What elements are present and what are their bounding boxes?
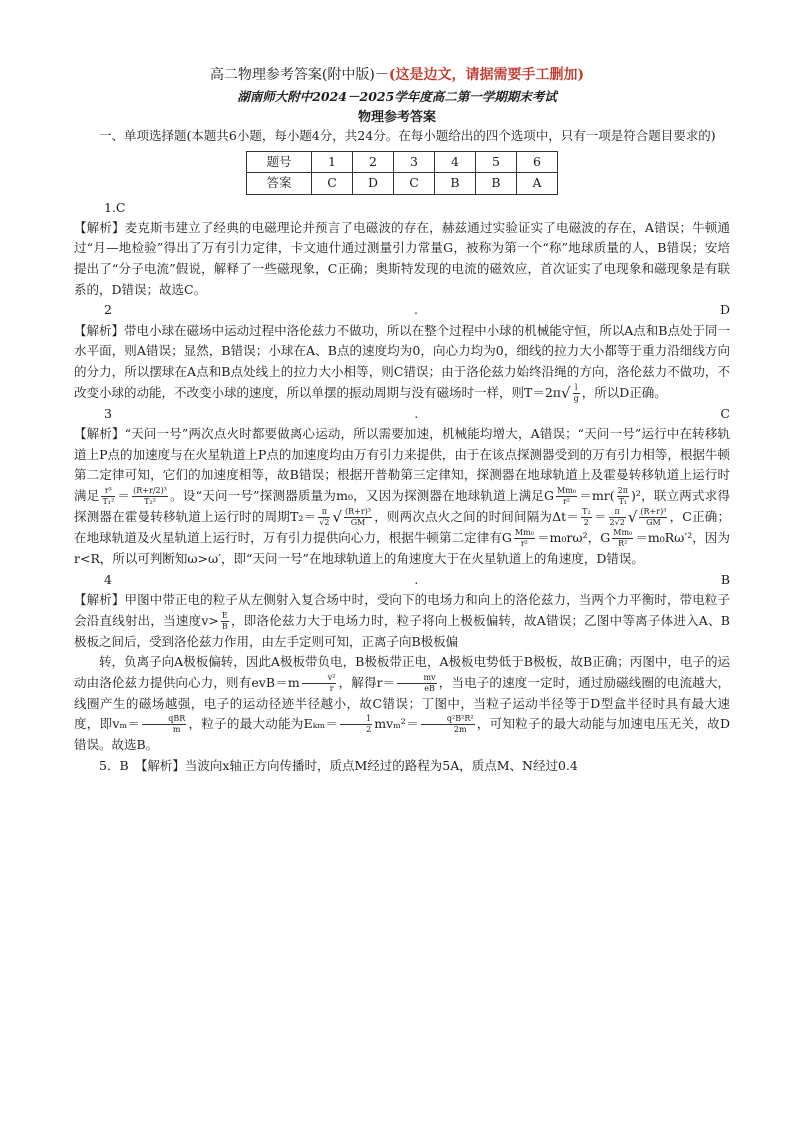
fraction [132,486,168,507]
fraction [344,507,372,528]
q2-letter: D [719,302,730,318]
fraction-denominator: R² [618,538,628,548]
q4-text: ，可知粒子的最大动能与加速电压无关，故D错误。故选B。 [74,716,730,753]
fraction-numerator: mv [397,673,436,684]
fraction-denominator: GM [646,517,661,527]
fraction-denominator: r² [562,496,571,506]
fraction-numerator: qBR [142,714,186,725]
fraction-numerator: π [318,507,330,518]
q2-analysis-text: 【解析】带电小球在磁场中运动过程中洛伦兹力不做功，所以在整个过程中小球的机械能守恒，所以A点和B点处于同一水平面，则A错误；显然，B错误；小球在A、B点的速度均为0，向心力均为0，细线的拉力大小都等于重力沿细线方向的分力，所以摆球在A点和B点处线上的拉力大小相等，则C错误；由于洛伦兹力始终沿绳的方向，洛伦兹力不做功，不改变小球的动能，不改变小球的速度，所以单摆的振动周期与没有磁场时一样，则T＝2π [74,322,730,400]
q4-text: 【解析】甲图中带正电的粒子从左侧射入复合场中时，受向下的电场力和向上的洛伦兹力，当两个力平衡时，带电粒子会沿直线射出，当速度v> [74,592,730,628]
section-heading: 一、单项选择题(本题共6小题，每小题4分，共24分。在每小题给出的四个选项中，只有一项是符合题目要求的) [99,128,716,143]
fraction-numerator: v² [302,673,337,684]
fraction-denominator: 2m [453,725,467,735]
table-cell: D [353,173,394,195]
q2-number: 2 [104,302,112,318]
q3-text: 【解析】“天问一号”两次点火时都要做离心运动，所以需要加速，机械能均增大，A错误；“天问一号”运行中在转移轨道上P点的加速度与在火星轨道上P点的加速度均由万有引力来提供，由于在该点探测器受到的万有引力相等，根据牛顿第二定律可知，它们的加速度相等，故B错误；根据开普勒第三定律知， [74,426,730,483]
fraction [142,714,186,735]
q3-text: ＝m₀Rω′²，因为r<R，所以可判断知ω>ω′，即“天问一号”在地球轨道上的角速度大于在火星轨道上的角速度，D错误。 [74,529,730,566]
table-cell: 5 [476,151,517,173]
fraction-denominator: eB [424,683,435,693]
table-cell: A [517,173,558,195]
q1-number: 1.C [104,199,126,215]
q3-text: 。设“天问一号”探测器质量为m₀，又因为探测器在地球轨道上满足G [169,487,555,503]
fraction-numerator: r³ [101,486,115,497]
q2-number-line [74,300,730,321]
fraction-denominator: √2 [319,517,330,527]
q3-number: 3 [104,405,112,421]
fraction [101,486,115,507]
page-header [60,64,734,128]
fraction-numerator: q²B²R² [421,714,475,725]
answer-body [74,126,730,777]
q3-analysis [74,424,730,569]
fraction-denominator: r² [520,538,528,548]
fraction-numerator: Mm₀ [514,527,534,537]
fraction [340,714,372,735]
q4-text: 转，负离子向A极板偏转，因此A极板带负电，B极板带正电，A极板电势低于B极板，故B正确；丙图中，电子的运动由洛伦兹力提供向心力，则有evB＝m [74,654,730,690]
q4-text: ，粒子的最大动能为Eₖₘ＝ [188,716,339,732]
table-cell: B [476,173,517,195]
fraction [302,673,337,694]
q3-text: ＝mr( [579,487,615,503]
fraction [612,528,633,549]
fraction-denominator: 2 [366,725,372,735]
fraction-numerator: Mm₀ [557,485,576,495]
fraction-numerator: Mm₀ [613,527,633,537]
fraction [397,673,436,694]
fraction [556,486,577,507]
q3-letter: C [720,405,730,421]
equals-sign: ＝ [593,508,607,524]
fraction [617,486,629,507]
sqrt-sign: √ [332,508,343,527]
q3-text: ，C正确；在地球轨道及火星轨道上运行时，万有引力提供向心力，根据牛顿第二定律有G [74,508,730,545]
header-title-line [60,64,734,86]
fraction [581,507,592,528]
fraction-numerator: (R+r/2)³ [133,485,167,495]
q2-dot: . [413,302,418,318]
sqrt-sign: √ [627,508,638,527]
fraction-denominator: T₂² [144,496,156,506]
table-cell: 6 [517,151,558,173]
q4-letter: B [720,571,730,587]
fraction-denominator: T₁² [102,496,115,506]
q3-text: 探测器在地球轨道上及霍曼转移轨道上运行时满足 [74,467,730,503]
fraction-numerator: l [573,383,580,394]
table-cell: C [312,173,353,195]
q4-text: mvₘ²＝ [374,716,419,732]
fraction-denominator: m [172,725,181,735]
q4-text: ，当电子的速度一定时，通过励磁线圈的电流越大，线圈产生的磁场越强，电子的运动径迹半径越小，故C错误；丁图中，当粒子运动半径等于D型盒半径时具有最大速度，即vₘ＝ [74,674,730,732]
table-cell: 1 [312,151,353,173]
q4-text: ，即洛伦兹力大于电场力时，粒子将向上极板偏转，故A错误；乙图中等离子体进入A、B极板之间后，受到洛伦兹力作用，由左手定则可知，正离子向B极板偏 [74,612,730,649]
fraction-numerator: 1 [340,714,372,725]
fraction-numerator: E [221,610,228,620]
fraction-denominator: GM [350,517,366,527]
fraction [609,507,626,528]
document-title: 物理参考答案 [357,110,436,125]
q4-number: 4 [104,571,112,587]
fraction [318,507,330,528]
q3-text: ，则两次点火之间的时间间隔为Δt＝ [374,508,580,524]
sqrt-sign: √ [561,383,571,402]
fraction-denominator: 2√2 [609,517,625,527]
table-cell: 3 [394,151,435,173]
exam-name: 湖南师大附中2024－2025学年度高二第一学期期末考试 [237,89,557,104]
q3-dot: . [414,405,419,421]
fraction-denominator: r [329,683,334,693]
q3-text: )²，联立两式求得探测器在霍曼转移轨道上运行时的周期T₂＝ [74,487,730,524]
fraction [639,507,667,528]
table-cell: 2 [353,151,394,173]
answer-table-number-row [247,151,558,173]
fraction-denominator: g [573,393,579,403]
fraction-numerator: 2π [617,485,629,495]
fraction-numerator: T₂ [582,506,591,516]
q1-analysis: 【解析】麦克斯韦建立了经典的电磁理论并预言了电磁波的存在，赫兹通过实验证实了电磁波的存在，A错误；牛顿通过“月—地检验”得出了万有引力定律，卡文迪什通过测量引力常量G，被称为第一个“称”地球质量的人，B错误；安培提出了“分子电流”假说，解释了一些磁现象，C正确；奥斯特发现的电流的磁效应，首次证实了电现象和磁现象是有联系的，D错误；故选C。 [74,219,730,297]
fraction [514,528,535,549]
q4-dot: . [414,571,419,587]
q3-number-line [74,404,730,425]
fraction-numerator: (R+r)³ [640,506,667,516]
fraction [421,714,475,735]
editor-warning: (这是边文，请据需要手工删加) [388,67,585,83]
table-cell: 答案 [247,173,312,195]
fraction-denominator: T₁ [618,496,628,506]
fraction-numerator: (R+r)³ [345,506,372,516]
q3-text: ＝m₀rω²，G [536,529,611,545]
fraction [573,383,580,404]
fraction-numerator: π [609,507,626,518]
q2-analysis-end: ，所以D正确。 [581,384,667,400]
header-title: 高二物理参考答案(附中版)－ [209,67,389,83]
fraction-denominator: 2 [583,517,589,527]
q4-text: ，解得r＝ [338,674,396,690]
table-cell: 题号 [247,151,312,173]
fraction-denominator: B [221,621,228,631]
q5-line: 5．B 【解析】当波向x轴正方向传播时，质点M经过的路程为5A，质点M、N经过0.4 [99,758,578,774]
q4-number-line [74,570,730,591]
table-cell: B [435,173,476,195]
table-cell: C [394,173,435,195]
fraction [221,611,229,632]
answer-table [246,151,558,195]
q4-analysis-part2 [74,652,730,756]
table-cell: 4 [435,151,476,173]
equals-sign: ＝ [117,487,131,503]
q4-analysis-part1 [74,590,730,652]
answer-table-answer-row [247,173,558,195]
q2-analysis [74,321,730,404]
